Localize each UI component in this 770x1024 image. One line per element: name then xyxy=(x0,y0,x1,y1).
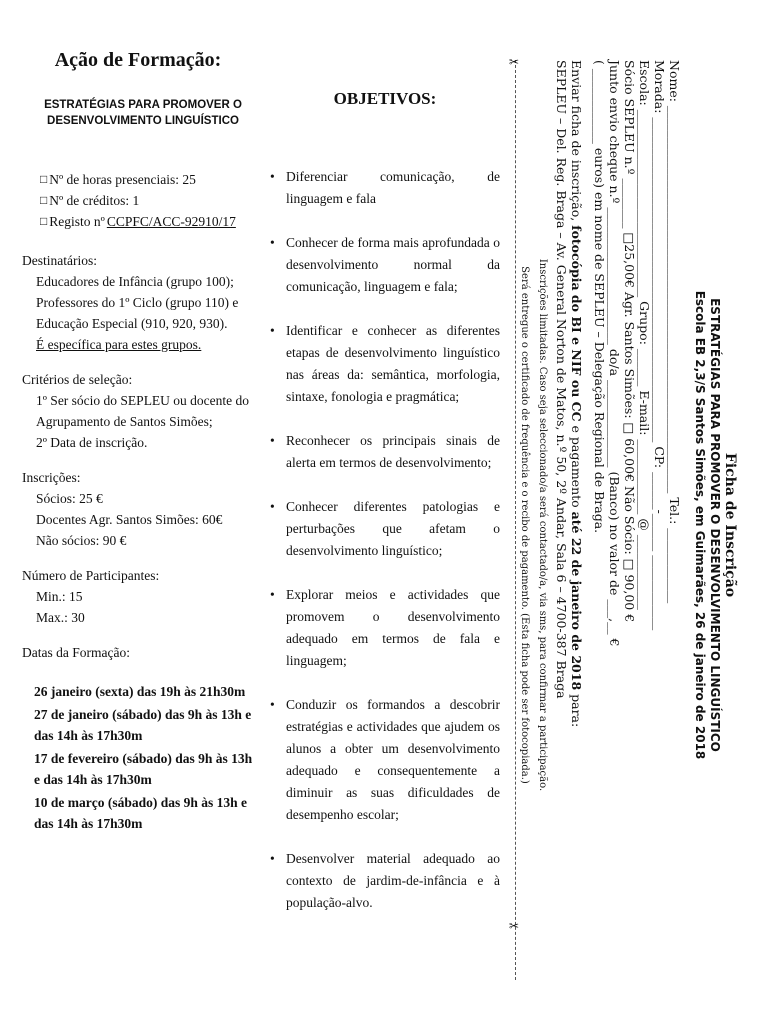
send-docs: fotocópia do BI e NIF ou CC xyxy=(569,225,584,422)
objective-item: • Conhecer de forma mais aprofundada o desenvolvimento normal da comunicação, linguagem e fala; xyxy=(270,232,500,298)
objectives-list xyxy=(270,166,500,914)
form-note-1: Inscrições limitadas. Caso seja seleccionado/a será contactado/a, via sms, para confirmar a participação. xyxy=(537,258,548,792)
fee-line: Docentes Agr. Santos Simões: 60€ xyxy=(36,512,223,527)
recipients-note: É específica para estes grupos. xyxy=(36,337,202,352)
objective-item: • Explorar meios e actividades que promovem o desenvolvimento adequado em termos de fala e linguagem; xyxy=(270,584,500,672)
fees-title: Inscrições: xyxy=(22,470,81,485)
credits-row xyxy=(40,190,254,211)
dates-section xyxy=(22,642,254,834)
objective-item: • Conhecer diferentes patologias e perturbações que afetam o desenvolvimento linguístico; xyxy=(270,496,500,562)
send-instructions xyxy=(569,60,584,990)
criteria-title: Critérios de seleção: xyxy=(22,372,133,387)
cheque-field[interactable]: Junto envio cheque n.º ______________________ do/a ______________ (Banco) no valor de ___,__ € xyxy=(607,60,622,647)
recipients-line: Educação Especial (910, 920, 930). xyxy=(36,316,228,331)
objective-item: • Reconhecer os principais sinais de alerta em termos de desenvolvimento; xyxy=(270,430,500,474)
send-text: e pagamento xyxy=(569,421,584,512)
objective-item: • Conduzir os formandos a descobrir estratégias e actividades que ajudem os alunos a obter um desenvolvimento adequado e consequentemente a diminuir as suas dificuldades de desempenho escolar; xyxy=(270,694,500,826)
fees-section xyxy=(22,467,254,551)
form-fields xyxy=(518,60,682,990)
checkbox-icon: □ xyxy=(40,214,48,228)
course-title: Ação de Formação: xyxy=(54,49,222,71)
scissors-icon: ✂ xyxy=(509,919,520,933)
participants-title: Número de Participantes: xyxy=(22,568,160,583)
scissors-icon: ✂ xyxy=(509,55,520,69)
fee-line: Não sócios: 90 € xyxy=(36,533,127,548)
cut-line xyxy=(515,60,516,980)
send-deadline: até 22 de janeiro de 2018 xyxy=(569,511,584,691)
checkbox-icon: □ xyxy=(40,172,48,186)
member-field[interactable]: Sócio SEPLEU n.º ________ □25,00€ Agr. Santos Simões: □ 60,00€ Não Sócio: □ 90,00 € xyxy=(622,60,637,623)
participants-line: Max.: 30 xyxy=(36,610,85,625)
participants-section xyxy=(22,565,254,628)
send-text: para: xyxy=(569,690,584,728)
course-subtitle xyxy=(32,97,254,129)
course-subtitle-line-2: DESENVOLVIMENTO LINGUÍSTICO xyxy=(47,115,239,127)
recipients-line: Professores do 1º Ciclo (grupo 110) e xyxy=(36,295,239,310)
dates-title: Datas da Formação: xyxy=(22,645,130,660)
course-info-column xyxy=(22,50,254,848)
date-item: 10 de março (sábado) das 9h às 13h e das 14h às 17h30m xyxy=(34,795,248,831)
form-subtitle-1: ESTRATÉGIAS PARA PROMOVER O DESENVOLVIMENTO LINGUÍSTICO xyxy=(708,298,722,752)
hours-row xyxy=(40,169,254,190)
date-item: 27 de janeiro (sábado) das 9h às 13h e das 14h às 17h30m xyxy=(34,707,252,743)
criteria-line: 1º Ser sócio do SEPLEU ou docente do xyxy=(36,393,250,408)
course-subtitle-line-1: ESTRATÉGIAS PARA PROMOVER O xyxy=(44,99,242,111)
form-note-2: Será entregue o certificado de frequência e o recibo de pagamento. (Esta ficha pode ser fotocopiada.) xyxy=(519,266,530,784)
checkbox-icon: □ xyxy=(40,193,48,207)
recipients-section xyxy=(22,250,254,355)
fee-line: Sócios: 25 € xyxy=(36,491,103,506)
form-title: Ficha de Inscrição xyxy=(722,452,738,598)
hours-text: Nº de horas presenciais: 25 xyxy=(49,172,196,187)
registry-label: Registo nº xyxy=(49,214,105,229)
objective-item: • Desenvolver material adequado ao contexto de jardim-de-infância e à população-alvo. xyxy=(270,848,500,914)
send-text: Enviar ficha de inscrição, xyxy=(569,60,584,226)
date-item: 26 janeiro (sexta) das 19h às 21h30m xyxy=(34,684,246,699)
name-field[interactable]: Nome: ______________________________________________________________ Tel.: ____________ xyxy=(667,60,682,604)
recipients-line: Educadores de Infância (grupo 100); xyxy=(36,274,234,289)
objectives-title: OBJETIVOS: xyxy=(333,89,437,108)
criteria-line: 2º Data de inscrição. xyxy=(36,435,148,450)
form-subtitle-2: Escola EB 2,3/S Santos Simões, em Guimarães, 26 de janeiro de 2018 xyxy=(693,290,707,760)
objectives-column xyxy=(270,88,500,936)
address-field[interactable]: Morada: ____________________________________________________ CP: ______-______ ____________ xyxy=(652,60,667,631)
credits-text: Nº de créditos: 1 xyxy=(49,193,140,208)
recipients-title: Destinatários: xyxy=(22,253,97,268)
objective-item: • Identificar e conhecer as diferentes etapas de desenvolvimento linguístico nas áreas da: semântica, morfologia, sintaxe, fonologia e pragmática; xyxy=(270,320,500,408)
dates-list xyxy=(22,681,254,834)
school-field[interactable]: Escola: ______________________________ Grupo: ______ E-mail: ____________ @ ____________ xyxy=(637,60,652,610)
euros-field[interactable]: ( ____________ euros) em nome de SEPLEU – Delegação Regional de Braga. xyxy=(592,60,607,534)
course-facts xyxy=(40,169,254,232)
criteria-section xyxy=(22,369,254,453)
participants-line: Min.: 15 xyxy=(36,589,83,604)
criteria-line: Agrupamento de Santos Simões; xyxy=(36,414,213,429)
mail-address: SEPLEU – Del. Reg. Braga – Av. General Norton de Matos, n.º 50, 2º Andar, Sala 6 – 4700-387 Braga xyxy=(554,60,569,699)
registration-form-area xyxy=(519,60,745,990)
registry-value: CCPFC/ACC-92910/17 xyxy=(106,214,236,229)
date-item: 17 de fevereiro (sábado) das 9h às 13h e das 14h às 17h30m xyxy=(34,751,253,787)
registration-form xyxy=(519,60,745,990)
objective-item: • Diferenciar comunicação, de linguagem e fala xyxy=(270,166,500,210)
registry-row xyxy=(40,211,254,232)
